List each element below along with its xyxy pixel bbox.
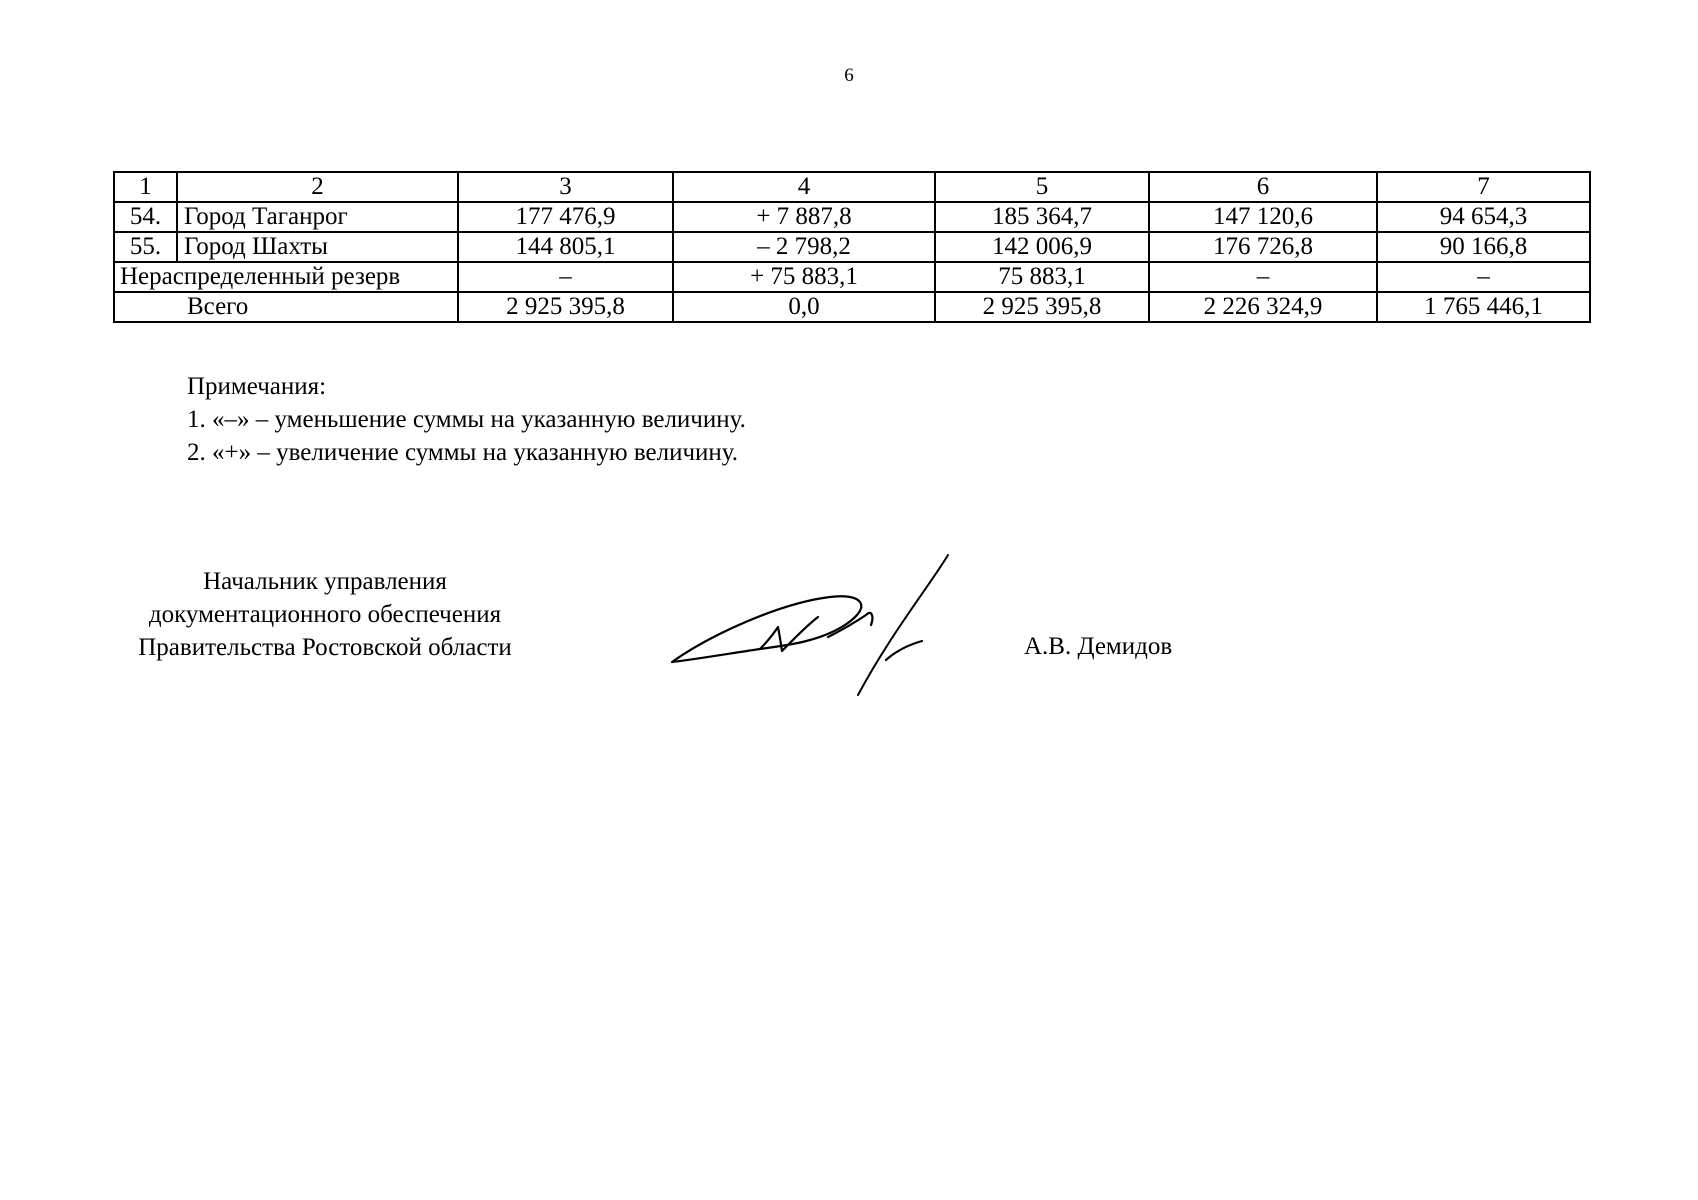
table-cell: 75 883,1 [935,262,1149,292]
municipality-name: Город Таганрог [177,202,458,232]
table-row [114,202,1590,232]
table-row [114,232,1590,262]
table-cell: 90 166,8 [1377,232,1590,262]
table-cell: 142 006,9 [935,232,1149,262]
table-cell: – [1377,262,1590,292]
column-number: 5 [935,172,1149,202]
column-number: 1 [114,172,177,202]
table-cell: 176 726,8 [1149,232,1377,262]
page-number: 6 [844,65,854,86]
budget-table [113,171,1591,323]
table-cell: 2 925 395,8 [458,292,673,322]
table-cell: 94 654,3 [1377,202,1590,232]
table-cell: + 7 887,8 [673,202,935,232]
table-cell: 144 805,1 [458,232,673,262]
signer-title [100,565,550,664]
table-cell: 147 120,6 [1149,202,1377,232]
table-cell: 2 925 395,8 [935,292,1149,322]
row-index: 55. [114,232,177,262]
table-cell: – [458,262,673,292]
total-label: Всего [114,292,458,322]
table-cell: 2 226 324,9 [1149,292,1377,322]
table-cell: + 75 883,1 [673,262,935,292]
table-cell: 185 364,7 [935,202,1149,232]
table-cell: 0,0 [673,292,935,322]
table-cell: 177 476,9 [458,202,673,232]
column-number: 7 [1377,172,1590,202]
handwritten-signature [660,545,950,705]
signer-title-line: Правительства Ростовской области [138,634,512,661]
table-cell: – 2 798,2 [673,232,935,262]
municipality-name: Город Шахты [177,232,458,262]
note-item: 1. «–» – уменьшение суммы на указанную величину. [187,406,746,433]
reserve-row [114,262,1590,292]
signer-title-line: документационного обеспечения [148,601,502,628]
table-cell: 1 765 446,1 [1377,292,1590,322]
notes-heading: Примечания: [187,373,327,400]
table-header-row [114,172,1590,202]
total-row [114,292,1590,322]
reserve-label: Нераспределенный резерв [114,262,458,292]
row-index: 54. [114,202,177,232]
table-cell: – [1149,262,1377,292]
signer-title-line: Начальник управления [203,568,447,595]
signer-name: А.В. Демидов [1024,633,1173,660]
column-number: 4 [673,172,935,202]
column-number: 2 [177,172,458,202]
column-number: 6 [1149,172,1377,202]
note-item: 2. «+» – увеличение суммы на указанную величину. [187,439,739,466]
column-number: 3 [458,172,673,202]
notes-section [187,370,746,469]
